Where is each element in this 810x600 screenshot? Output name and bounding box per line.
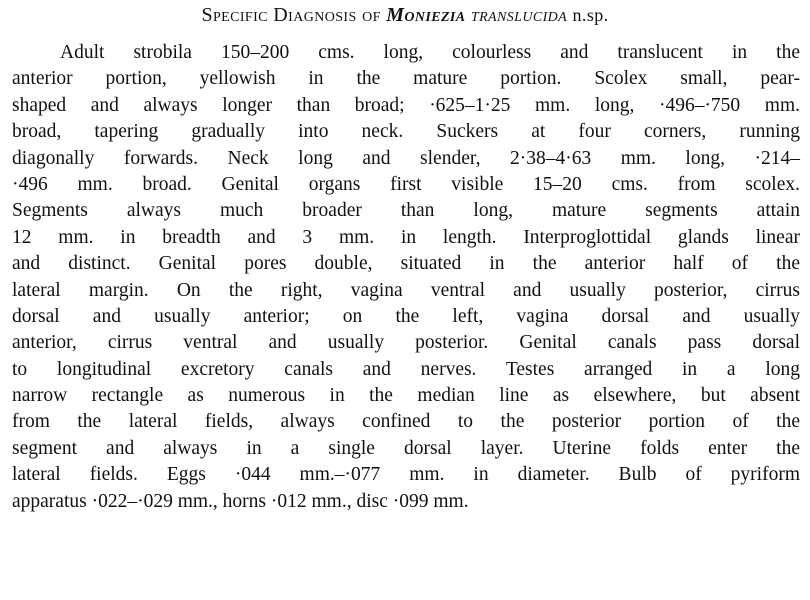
paragraph-line: dorsal and usually anterior; on the left, vagina dorsal and usually [12,305,800,327]
paragraph-line: Adult strobila 150–200 cms. long, colourless and translucent in the [60,42,800,63]
section-heading [0,4,810,27]
paragraph-line: Segments always much broader than long, mature segments attain [12,200,800,222]
paragraph-line: from the lateral fields, always confined to the posterior portion of the [12,411,800,433]
diagnosis-paragraph [12,40,800,515]
paragraph-line: lateral margin. On the right, vagina ventral and usually posterior, cirrus [12,279,800,301]
paragraph-line: 12 mm. in breadth and 3 mm. in length. Interproglottidal glands linear [12,226,800,248]
paragraph-line: to longitudinal excretory canals and nerves. Testes arranged in a long [12,358,800,380]
heading-genus: Moniezia [386,4,466,26]
paragraph-line: lateral fields. Eggs ·044 mm.–·077 mm. in diameter. Bulb of pyriform [12,464,800,486]
paragraph-line: and distinct. Genital pores double, situated in the anterior half of the [12,253,800,275]
heading-prefix: Specific Diagnosis of [201,4,381,26]
paragraph-line: shaped and always longer than broad; ·625–1·25 mm. long, ·496–·750 mm. [12,94,800,116]
paragraph-line: apparatus ·022–·029 mm., horns ·012 mm., disc ·099 mm. [12,490,469,512]
paragraph-line: narrow rectangle as numerous in the median line as elsewhere, but absent [12,385,800,407]
paragraph-line: diagonally forwards. Neck long and slender, 2·38–4·63 mm. long, ·214– [12,147,800,169]
paragraph-line: anterior, cirrus ventral and usually posterior. Genital canals pass dorsal [12,332,800,354]
paragraph-line: segment and always in a single dorsal layer. Uterine folds enter the [12,437,800,459]
paragraph-line: anterior portion, yellowish in the mature portion. Scolex small, pear- [12,68,800,90]
heading-species: translucida [470,4,568,26]
paragraph-line: ·496 mm. broad. Genital organs first visible 15–20 cms. from scolex. [12,173,800,195]
heading-suffix: n.sp. [572,5,609,25]
paragraph-line: broad, tapering gradually into neck. Suckers at four corners, running [12,121,800,143]
